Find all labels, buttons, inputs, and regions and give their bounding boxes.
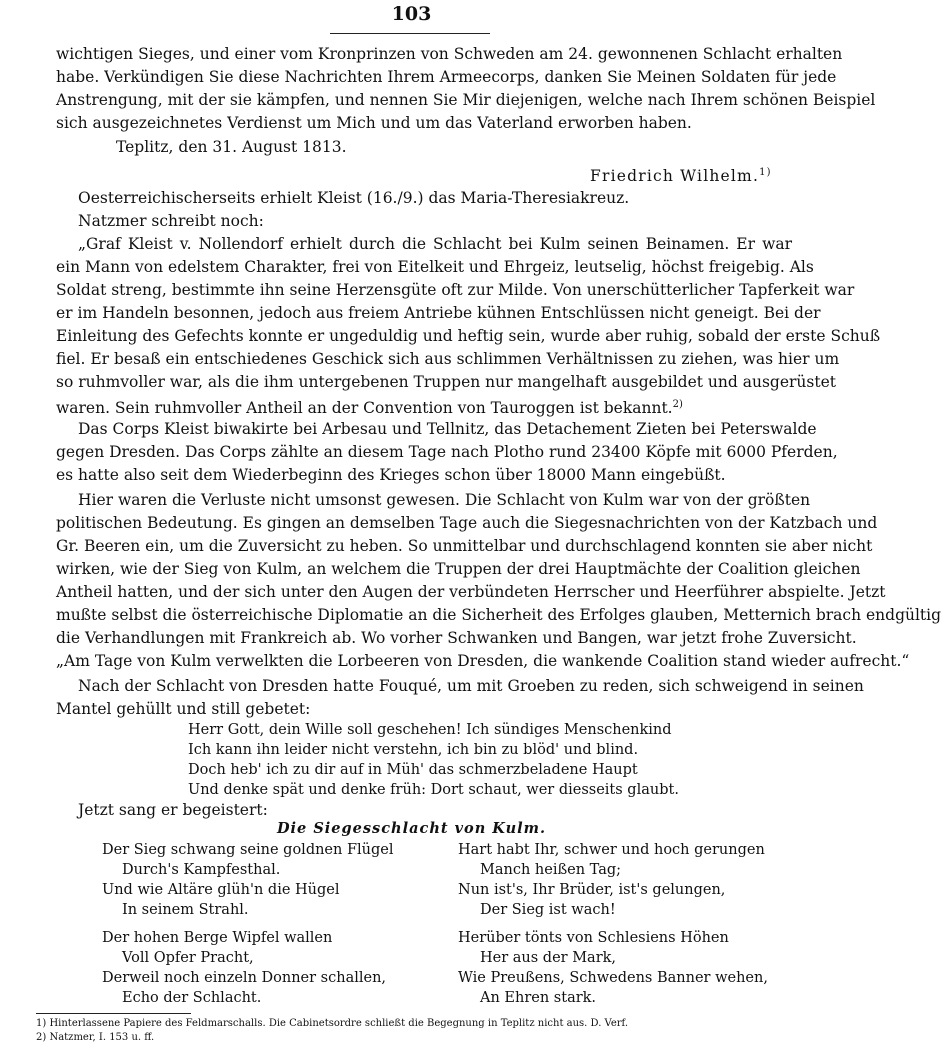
footnote-ref: 1)	[759, 167, 772, 178]
text-line: Hier waren die Verluste nicht umsonst gewesen. Die Schlacht von Kulm war von der größten	[78, 491, 811, 509]
footnote: 1) Hinterlassene Papiere des Feldmarschalls. Die Cabinetsordre schließt die Begegnung in Teplitz nicht aus. D. Verf.	[36, 1018, 629, 1029]
verse-line: Der Sieg schwang seine goldnen Flügel	[102, 842, 394, 858]
sang-line: Jetzt sang er begeistert:	[78, 801, 268, 819]
verse-line: Derweil noch einzeln Donner schallen,	[102, 970, 387, 986]
quote-line: er im Handeln besonnen, jedoch aus freiem Antriebe kühnen Entschlüssen nicht geneigt. Bei der	[56, 304, 821, 322]
footnote-rule	[36, 1013, 191, 1014]
verse-line: Nun ist's, Ihr Brüder, ist's gelungen,	[458, 882, 726, 898]
text-line: mußte selbst die österreichische Diplomatie an die Sicherheit des Erfolges glauben, Metternich brach endgültig	[56, 606, 941, 624]
verse-line: Ich kann ihn leider nicht verstehn, ich bin zu blöd' und blind.	[188, 742, 639, 758]
text-line: Antheil hatten, und der sich unter den Augen der verbündeten Herrscher und Heerführer abspielte. Jetzt	[56, 583, 886, 601]
page-number: 103	[391, 3, 432, 25]
verse-line: Her aus der Mark,	[480, 950, 617, 966]
quote-text: waren. Sein ruhmvoller Antheil an der Convention von Tauroggen ist bekannt.	[56, 399, 673, 418]
paragraph-natzmer: Natzmer schreibt noch:	[78, 212, 264, 230]
text-line: sich ausgezeichnetes Verdienst um Mich und um das Vaterland erworben haben.	[56, 114, 692, 132]
text-line: habe. Verkündigen Sie diese Nachrichten Ihrem Armeecorps, danken Sie Meinen Soldaten für jede	[56, 68, 837, 86]
verse-line: Voll Opfer Pracht,	[122, 950, 254, 966]
verse-line: Herüber tönts von Schlesiens Höhen	[458, 930, 729, 946]
text-line: Gr. Beeren ein, um die Zuversicht zu heben. So unmittelbar und durchschlagend konnten sie aber nicht	[56, 537, 873, 555]
footnote: 2) Natzmer, I. 153 u. ff.	[36, 1032, 155, 1043]
text-line: Mantel gehüllt und still gebetet:	[56, 700, 311, 718]
text-line: Nach der Schlacht von Dresden hatte Fouqué, um mit Groeben zu reden, sich schweigend in seinen	[78, 677, 864, 695]
text-line: Das Corps Kleist biwakirte bei Arbesau und Tellnitz, das Detachement Zieten bei Peterswalde	[78, 420, 817, 438]
quote-line: Einleitung des Gefechts konnte er ungeduldig und heftig sein, wurde aber ruhig, sobald der erste Schuß	[56, 327, 881, 345]
text-line: „Am Tage von Kulm verwelkten die Lorbeeren von Dresden, die wankende Coalition stand wieder aufrecht.“	[56, 652, 910, 670]
text-line: gegen Dresden. Das Corps zählte an diesem Tage nach Plotho rund 23400 Köpfe mit 6000 Pferden,	[56, 443, 838, 461]
text-line: politischen Bedeutung. Es gingen an demselben Tage auch die Siegesnachrichten von der Katzbach und	[56, 514, 878, 532]
verse-line: Durch's Kampfesthal.	[122, 862, 281, 878]
verse-line: Der hohen Berge Wipfel wallen	[102, 930, 333, 946]
verse-line: Der Sieg ist wach!	[480, 902, 616, 918]
quote-line: ein Mann von edelstem Charakter, frei von Eitelkeit und Ehrgeiz, leutselig, höchst freigebig. Als	[56, 258, 814, 276]
text-line: Anstrengung, mit der sie kämpfen, und nennen Sie Mir diejenigen, welche nach Ihrem schönen Beispiel	[56, 91, 876, 109]
signature-name: Friedrich Wilhelm.	[590, 167, 760, 186]
text-line: wirken, wie der Sieg von Kulm, an welchem die Truppen der drei Hauptmächte der Coalition gleichen	[56, 560, 861, 578]
date-line: Teplitz, den 31. August 1813.	[116, 138, 347, 156]
paragraph-austria: Oesterreichischerseits erhielt Kleist (16./9.) das Maria-Theresiakreuz.	[78, 189, 630, 207]
quote-line: Soldat streng, bestimmte ihn seine Herzensgüte oft zur Milde. Von unerschütterlicher Tapferkeit war	[56, 281, 855, 299]
text-line: es hatte also seit dem Wiederbeginn des Krieges schon über 18000 Mann eingebüßt.	[56, 466, 726, 484]
poem-title: Die Siegesschlacht von Kulm.	[276, 820, 547, 837]
verse-line: Und denke spät und denke früh: Dort schaut, wer diesseits glaubt.	[188, 782, 679, 798]
quote-line: „Graf Kleist v. Nollendorf erhielt durch die Schlacht bei Kulm seinen Beinamen. Er war	[78, 235, 792, 253]
text-line: die Verhandlungen mit Frankreich ab. Wo vorher Schwanken und Bangen, war jetzt frohe Zuversicht.	[56, 629, 857, 647]
verse-line: In seinem Strahl.	[122, 902, 249, 918]
verse-line: Doch heb' ich zu dir auf in Müh' das schmerzbeladene Haupt	[188, 762, 638, 778]
verse-line: An Ehren stark.	[480, 990, 597, 1006]
quote-line: so ruhmvoller war, als die ihm untergebenen Truppen nur mangelhaft ausgebildet und ausgerüstet	[56, 373, 836, 391]
header-rule	[330, 33, 490, 34]
signature	[590, 163, 772, 186]
verse-line: Wie Preußens, Schwedens Banner wehen,	[458, 970, 768, 986]
quote-line-last	[56, 395, 683, 418]
verse-line: Manch heißen Tag;	[480, 862, 622, 878]
text-line: wichtigen Sieges, und einer vom Kronprinzen von Schweden am 24. gewonnenen Schlacht erhalten	[56, 45, 843, 63]
verse-line: Und wie Altäre glüh'n die Hügel	[102, 882, 340, 898]
quote-line: fiel. Er besaß ein entschiedenes Geschick sich aus schlimmen Verhältnissen zu ziehen, was hier um	[56, 350, 840, 368]
verse-line: Herr Gott, dein Wille soll geschehen! Ich sündiges Menschenkind	[188, 722, 672, 738]
verse-line: Hart habt Ihr, schwer und hoch gerungen	[458, 842, 765, 858]
footnote-ref: 2)	[672, 399, 683, 410]
verse-line: Echo der Schlacht.	[122, 990, 262, 1006]
